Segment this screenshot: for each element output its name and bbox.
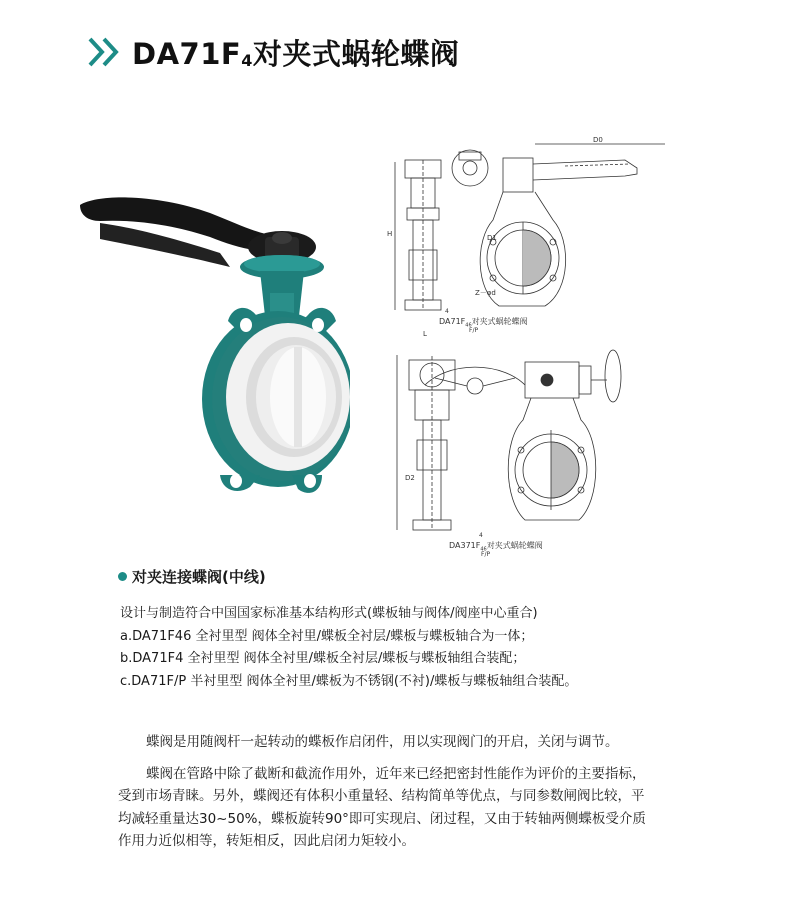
double-chevron-icon xyxy=(86,35,126,69)
bottom-drawing-caption: $DA371F_{46}$对夹式蜗轮蝶阀 xyxy=(449,541,543,553)
page-title-row xyxy=(86,32,459,72)
bottom-caption-above: 4 xyxy=(479,532,483,539)
top-caption-above: 4 xyxy=(445,308,449,315)
dim-label-d0: D0 xyxy=(593,136,603,144)
bottom-caption-below: F/P xyxy=(481,551,491,558)
section-heading: 对夹连接蝶阀(中线) xyxy=(118,566,678,587)
butterfly-valve-photo xyxy=(60,175,350,515)
paragraph-1: 蝶阀是用随阀杆一起转动的蝶板作启闭件，用以实现阀门的开启，关闭与调节。 xyxy=(146,734,619,750)
bullet-dot-icon xyxy=(118,572,127,581)
valve-dimension-drawings xyxy=(375,130,675,560)
technical-drawings xyxy=(375,130,675,560)
dim-label-l: L xyxy=(423,330,427,338)
paragraph-2: 蝶阀在管路中除了截断和截流作用外，近年来已经把密封性能作为评价的主要指标，受到市场青睐。另外，蝶阀还有体积小重量轻、结构简单等优点，与同参数闸阀比较，平均减轻重量达30~50%，蝶板旋转90°即可实现启、闭过程，又由于转轴两侧蝶板受介质作用力近似相等，转矩相反，因此启闭力矩较小。 xyxy=(118,765,646,849)
top-caption-below: F/P xyxy=(469,327,479,334)
dim-label-d1: D1 xyxy=(487,234,497,242)
page-title: $DA71F_4$对夹式蜗轮蝶阀 xyxy=(132,36,460,71)
spec-line: b.DA71F4 全衬里型 阀体全衬里/蝶板全衬层/蝶板与蝶板轴组合装配； xyxy=(120,651,526,666)
spec-line: a.DA71F46 全衬里型 阀体全衬里/蝶板全衬层/蝶板与蝶板轴合为一体； xyxy=(120,628,534,644)
spec-section xyxy=(118,566,678,693)
dim-label-z: Z－φd xyxy=(475,289,496,297)
top-drawing-caption: $DA71F_{46}$对夹式蜗轮蝶阀 xyxy=(439,317,528,329)
spec-lines xyxy=(118,603,678,693)
dim-label-d2: D2 xyxy=(405,474,415,482)
spec-line: c.DA71F/P 半衬里型 阀体全衬里/蝶板为不锈钢(不衬)/蝶板与蝶板轴组合装配。 xyxy=(120,673,578,689)
dim-label-h: H xyxy=(387,230,393,238)
description-text xyxy=(118,731,648,862)
spec-line: 设计与制造符合中国国家标准基本结构形式(蝶板轴与阀体/阀座中心重合) xyxy=(120,606,538,621)
